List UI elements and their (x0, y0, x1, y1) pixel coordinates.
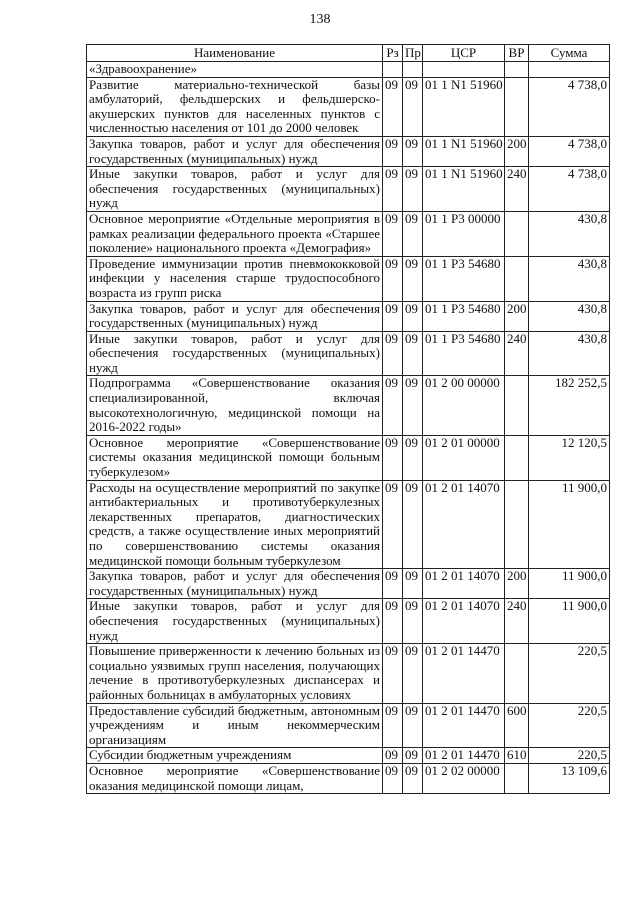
row-sum: 4 738,0 (529, 77, 610, 136)
table-row (87, 748, 610, 764)
row-vr (505, 211, 529, 256)
row-rz: 09 (383, 331, 403, 376)
row-rz: 09 (383, 77, 403, 136)
row-name: Повышение приверженности к лечению больных из социально уязвимых групп населения, получающих лечение в противотуберкулезных диспансерах и районных больницах в амбулаторных условиях (87, 644, 383, 703)
table-row (87, 599, 610, 644)
row-rz: 09 (383, 748, 403, 764)
row-vr: 240 (505, 167, 529, 212)
row-sum: 11 900,0 (529, 480, 610, 569)
row-name: Основное мероприятие «Совершенствование оказания медицинской помощи лицам, (87, 763, 383, 793)
row-name: Проведение иммунизации против пневмококковой инфекции у населения старше трудоспособного возраста из групп риска (87, 256, 383, 301)
row-sum: 430,8 (529, 331, 610, 376)
row-sum: 11 900,0 (529, 599, 610, 644)
empty-cell (529, 62, 610, 78)
page-number: 138 (309, 12, 331, 27)
row-vr: 200 (505, 569, 529, 599)
row-sum: 220,5 (529, 644, 610, 703)
header-rz: Рз (383, 45, 403, 62)
empty-cell (403, 62, 423, 78)
row-sum: 220,5 (529, 748, 610, 764)
table-row (87, 211, 610, 256)
row-csr: 01 1 N1 51960 (423, 77, 505, 136)
row-rz: 09 (383, 644, 403, 703)
row-vr (505, 480, 529, 569)
header-vr: ВР (505, 45, 529, 62)
table-row (87, 77, 610, 136)
row-pr: 09 (403, 569, 423, 599)
empty-cell (423, 62, 505, 78)
continuation-text: «Здравоохранение» (87, 62, 383, 78)
row-sum: 12 120,5 (529, 435, 610, 480)
row-csr: 01 1 P3 54680 (423, 331, 505, 376)
row-pr: 09 (403, 435, 423, 480)
row-vr (505, 376, 529, 435)
table-row (87, 136, 610, 166)
row-vr (505, 435, 529, 480)
table-row (87, 256, 610, 301)
row-name: Расходы на осуществление мероприятий по закупке антибактериальных и противотуберкулезных лекарственных препаратов, диагностических средств, а также осуществление иных мероприятий по совершенствованию системы оказания медицинской помощи больным туберкулезом (87, 480, 383, 569)
row-csr: 01 1 P3 00000 (423, 211, 505, 256)
table-row (87, 644, 610, 703)
row-pr: 09 (403, 331, 423, 376)
row-rz: 09 (383, 167, 403, 212)
continuation-row (87, 62, 610, 78)
table-row (87, 480, 610, 569)
row-csr: 01 2 01 14470 (423, 644, 505, 703)
row-sum: 4 738,0 (529, 136, 610, 166)
row-csr: 01 2 02 00000 (423, 763, 505, 793)
table-row (87, 763, 610, 793)
table-row (87, 703, 610, 748)
row-name: Развитие материально-технической базы амбулаторий, фельдшерских и фельдшерско-акушерских пунктов для населенных пунктов с численностью населения от 101 до 2000 человек (87, 77, 383, 136)
budget-table (86, 44, 610, 794)
row-csr: 01 2 01 00000 (423, 435, 505, 480)
table-row (87, 435, 610, 480)
header-sum: Сумма (529, 45, 610, 62)
row-sum: 430,8 (529, 256, 610, 301)
row-pr: 09 (403, 748, 423, 764)
table-row (87, 569, 610, 599)
row-rz: 09 (383, 256, 403, 301)
row-pr: 09 (403, 136, 423, 166)
row-name: Основное мероприятие «Отдельные мероприятия в рамках реализации федерального проекта «Старшее поколение» национального проекта «Демография» (87, 211, 383, 256)
row-name: Основное мероприятие «Совершенствование системы оказания медицинской помощи больным туберкулезом» (87, 435, 383, 480)
row-rz: 09 (383, 569, 403, 599)
table-header-row (87, 45, 610, 62)
row-pr: 09 (403, 376, 423, 435)
header-csr: ЦСР (423, 45, 505, 62)
table-row (87, 331, 610, 376)
row-pr: 09 (403, 167, 423, 212)
row-pr: 09 (403, 644, 423, 703)
header-pr: Пр (403, 45, 423, 62)
row-rz: 09 (383, 480, 403, 569)
row-csr: 01 2 01 14070 (423, 599, 505, 644)
row-vr (505, 77, 529, 136)
row-name: Закупка товаров, работ и услуг для обеспечения государственных (муниципальных) нужд (87, 301, 383, 331)
row-name: Иные закупки товаров, работ и услуг для обеспечения государственных (муниципальных) нужд (87, 167, 383, 212)
row-csr: 01 2 01 14470 (423, 748, 505, 764)
row-rz: 09 (383, 376, 403, 435)
row-rz: 09 (383, 703, 403, 748)
row-csr: 01 1 N1 51960 (423, 136, 505, 166)
row-rz: 09 (383, 599, 403, 644)
row-pr: 09 (403, 480, 423, 569)
row-vr (505, 644, 529, 703)
row-pr: 09 (403, 211, 423, 256)
row-sum: 220,5 (529, 703, 610, 748)
row-name: Иные закупки товаров, работ и услуг для обеспечения государственных (муниципальных) нужд (87, 331, 383, 376)
row-name: Подпрограмма «Совершенствование оказания специализированной, включая высокотехнологичную, медицинской помощи на 2016-2022 годы» (87, 376, 383, 435)
row-csr: 01 2 01 14470 (423, 703, 505, 748)
table-row (87, 167, 610, 212)
row-sum: 4 738,0 (529, 167, 610, 212)
row-csr: 01 1 P3 54680 (423, 301, 505, 331)
row-rz: 09 (383, 763, 403, 793)
row-pr: 09 (403, 77, 423, 136)
row-vr: 610 (505, 748, 529, 764)
row-csr: 01 1 N1 51960 (423, 167, 505, 212)
row-sum: 11 900,0 (529, 569, 610, 599)
row-pr: 09 (403, 599, 423, 644)
row-vr (505, 256, 529, 301)
row-sum: 430,8 (529, 211, 610, 256)
row-rz: 09 (383, 301, 403, 331)
table-row (87, 376, 610, 435)
row-sum: 182 252,5 (529, 376, 610, 435)
row-vr: 240 (505, 331, 529, 376)
row-pr: 09 (403, 763, 423, 793)
row-sum: 430,8 (529, 301, 610, 331)
row-name: Закупка товаров, работ и услуг для обеспечения государственных (муниципальных) нужд (87, 136, 383, 166)
row-pr: 09 (403, 301, 423, 331)
empty-cell (505, 62, 529, 78)
row-rz: 09 (383, 435, 403, 480)
row-name: Иные закупки товаров, работ и услуг для обеспечения государственных (муниципальных) нужд (87, 599, 383, 644)
row-rz: 09 (383, 136, 403, 166)
row-name: Предоставление субсидий бюджетным, автономным учреждениям и иным некоммерческим организациям (87, 703, 383, 748)
header-name: Наименование (87, 45, 383, 62)
row-vr (505, 763, 529, 793)
row-pr: 09 (403, 256, 423, 301)
row-name: Закупка товаров, работ и услуг для обеспечения государственных (муниципальных) нужд (87, 569, 383, 599)
row-csr: 01 2 01 14070 (423, 480, 505, 569)
row-rz: 09 (383, 211, 403, 256)
row-pr: 09 (403, 703, 423, 748)
row-vr: 200 (505, 301, 529, 331)
row-vr: 200 (505, 136, 529, 166)
row-csr: 01 1 P3 54680 (423, 256, 505, 301)
row-sum: 13 109,6 (529, 763, 610, 793)
row-vr: 240 (505, 599, 529, 644)
empty-cell (383, 62, 403, 78)
table-row (87, 301, 610, 331)
row-name: Субсидии бюджетным учреждениям (87, 748, 383, 764)
row-csr: 01 2 00 00000 (423, 376, 505, 435)
row-vr: 600 (505, 703, 529, 748)
row-csr: 01 2 01 14070 (423, 569, 505, 599)
